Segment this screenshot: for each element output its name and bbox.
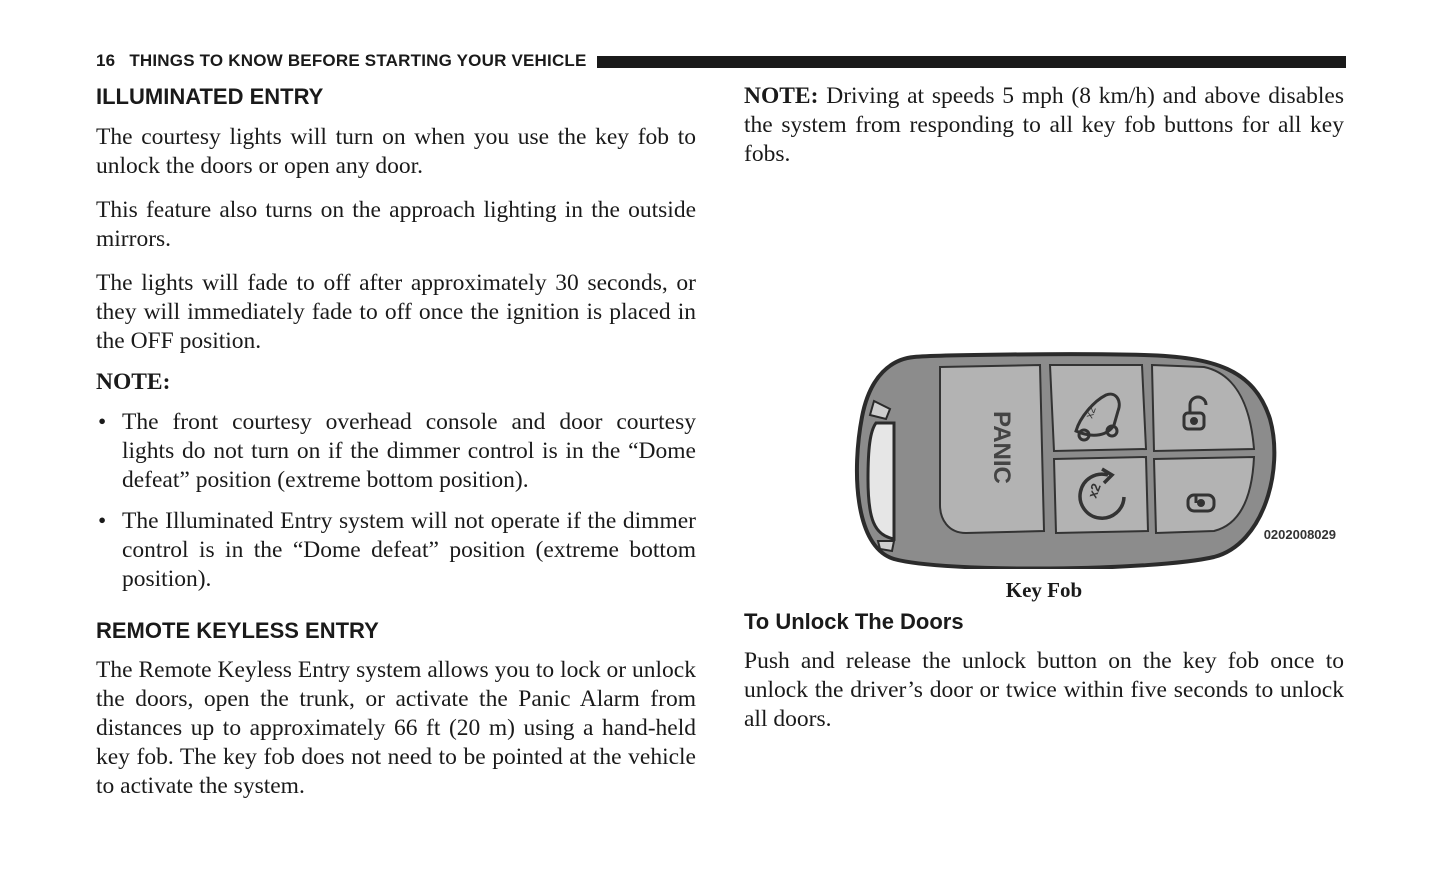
note-paragraph [744,82,1344,169]
list-item-text: The Illuminated Entry system will not operate if the dimmer control is in the “Dome defeat” position (extreme bottom position). [122,508,696,592]
key-blade [868,423,894,539]
section-heading-illuminated-entry: ILLUMINATED ENTRY [96,84,324,109]
note-text: Driving at speeds 5 mph (8 km/h) and above disables the system from responding to all key fob buttons for all key fobs. [744,83,1344,167]
header-rule [597,56,1346,68]
figure-caption: Key Fob [1005,578,1083,602]
panic-label: PANIC [988,411,1015,484]
remote-start-button-shape [1054,457,1148,533]
paragraph-approach-lighting: This feature also turns on the approach lighting in the outside mirrors. [96,197,696,252]
paragraph-fade-off: The lights will fade to off after approximately 30 seconds, or they will immediately fade to off once the ignition is placed in the OFF position. [96,270,696,354]
figure-code: 0202008029 [1263,527,1336,542]
key-fob-figure [744,179,1344,569]
note-heading: NOTE: [96,369,171,395]
paragraph-courtesy-lights: The courtesy lights will turn on when you use the key fob to unlock the doors or open any door. [96,124,696,179]
left-column [96,82,696,801]
bullet-marker: • [98,508,107,534]
right-column [744,82,1344,734]
bullet-marker: • [98,409,107,435]
paragraph-unlock-doors: Push and release the unlock button on the key fob once to unlock the driver’s door or twice within five seconds to unlock all doors. [744,648,1344,732]
note-bullet-list [96,408,696,594]
section-heading-remote-keyless-entry: REMOTE KEYLESS ENTRY [96,618,379,643]
list-item [96,408,696,495]
remote-start-x2-label: x2 [1084,481,1104,501]
trunk-x2-label: x2 [1083,404,1099,421]
key-fob-illustration [744,179,1344,569]
list-item [96,507,696,594]
note-lead: NOTE: [744,83,819,109]
subheading-unlock-doors: To Unlock The Doors [744,609,964,634]
chapter-title: THINGS TO KNOW BEFORE STARTING YOUR VEHICLE [129,51,587,70]
list-item-text: The front courtesy overhead console and door courtesy lights do not turn on if the dimmer control is in the “Dome defeat” position (extreme bottom position). [122,409,696,493]
paragraph-remote-keyless: The Remote Keyless Entry system allows you to lock or unlock the doors, open the trunk, or activate the Panic Alarm from distances up to approximately 66 ft (20 m) using a hand-held key fob. The key fob does not need to be pointed at the vehicle to activate the system. [96,657,696,799]
page-number: 16 [96,51,116,70]
running-header [96,50,1346,72]
trunk-button-shape [1050,365,1146,451]
